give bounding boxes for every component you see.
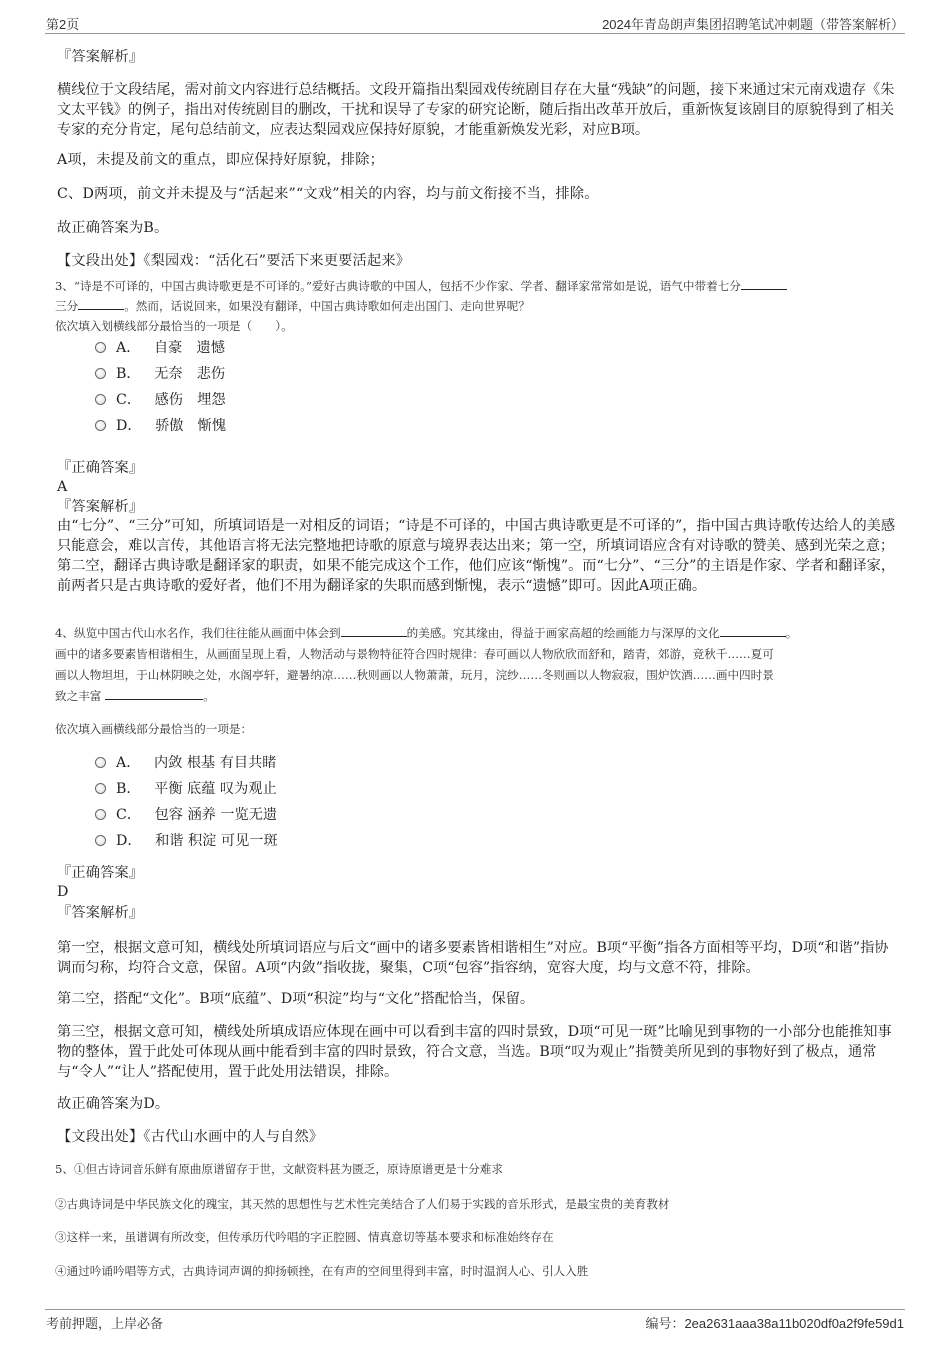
q4-analysis-heading: 『答案解析』: [57, 905, 144, 921]
q3-stem-line2: 三分 。然而，话说回来，如果没有翻译，中国古典诗歌如何走出国门、走向世界呢？: [55, 296, 530, 316]
q2-note-a: A项，未提及前文的重点，即应保持好原貌，排除；: [57, 152, 384, 168]
radio-icon[interactable]: [95, 394, 106, 405]
q4-option-d[interactable]: D． 和谐 积淀 可见一斑: [95, 831, 278, 851]
q4-blank-1: [341, 623, 407, 637]
q3-analysis-heading: 『答案解析』: [57, 499, 144, 515]
document-title: 2024年青岛朗声集团招聘笔试冲刺题（带答案解析）: [602, 17, 904, 32]
q4-blank-2: [720, 623, 786, 637]
radio-icon[interactable]: [95, 809, 106, 820]
q4-stem-line4: 致之丰富 。: [55, 686, 215, 706]
q2-conclusion: 故正确答案为B。: [57, 220, 169, 236]
q3-blank-1: [741, 276, 787, 290]
q2-analysis-heading: 『答案解析』: [57, 49, 144, 65]
q4-answer: D: [57, 884, 69, 900]
q3-stem-line1: 3、“诗是不可译的，中国古典诗歌更是不可译的。”爱好古典诗歌的中国人，包括不少作家、学者、翻译家常常如是说，语气中带着七分: [55, 276, 787, 296]
q3-answer-heading: 『正确答案』: [57, 460, 144, 476]
q4-conclusion: 故正确答案为D。: [57, 1096, 170, 1112]
footer-slogan: 考前押题，上岸必备: [46, 1317, 164, 1332]
document-id: 编号：2ea2631aaa38a11b020df0a2f9fe59d1: [645, 1316, 904, 1331]
q3-analysis-text: 由“七分”、“三分”可知，所填词语是一对相反的词语；“诗是不可译的，中国古典诗歌更是不可译的”，指中国古典诗歌传达给人的美感只能意会，难以言传，其他语言将无法完整地把诗歌的原意与境界表达出来；第一空，所填词语应含有对诗歌的赞美、感到光荣之意；第二空，翻译古典诗歌是翻译家的职责，如果不能完成这个工作，他们应该“惭愧”。而“七分”、“三分”的主语是作家、学者和翻译家，前两者只是古典诗歌的爱好者，他们不用为翻译家的失职而感到惭愧，表示“遗憾”即可。因此A项正确。: [57, 518, 896, 594]
q4-stem-line3: 画以人物坦坦，于山林阴映之处，水阁亭轩，避暑纳凉……秋则画以人物萧萧，玩月，浣纱……冬则画以人物寂寂，围炉饮酒……画中四时景: [55, 668, 774, 682]
radio-icon[interactable]: [95, 835, 106, 846]
radio-icon[interactable]: [95, 757, 106, 768]
q4-blank-3: [105, 686, 203, 700]
q4-option-a[interactable]: A． 内敛 根基 有目共睹: [95, 753, 277, 773]
radio-icon[interactable]: [95, 420, 106, 431]
q5-sentence-1: 5、①但古诗词音乐鲜有原曲原谱留存于世，文献资料甚为匮乏，原诗原谱更是十分难求: [55, 1162, 503, 1176]
q3-option-c[interactable]: C． 感伤 埋怨: [95, 390, 226, 410]
q4-stem-line1: 4、纵览中国古代山水名作，我们往往能从画面中体会到 的美感。究其缘由，得益于画家高超的绘画能力与深厚的文化 。: [55, 623, 797, 643]
q5-sentence-2: ②古典诗词是中华民族文化的瑰宝，其天然的思想性与艺术性完美结合了人们易于实践的音乐形式，是最宝贵的美育教材: [55, 1197, 670, 1211]
q4-option-c[interactable]: C． 包容 涵养 一览无遗: [95, 805, 277, 825]
radio-icon[interactable]: [95, 783, 106, 794]
q4-stem-line2: 画中的诸多要素皆相谐相生，从画面呈现上看，人物活动与景物特征符合四时规律：春可画以人物欣欣而舒和，踏青，郊游，竞秋千……夏可: [55, 647, 774, 661]
q3-instruction: 依次填入划横线部分最恰当的一项是（ ）。: [55, 319, 293, 333]
q2-analysis-text: 横线位于文段结尾，需对前文内容进行总结概括。文段开篇指出梨园戏传统剧目存在大量“残缺”的问题，接下来通过宋元南戏遗存《朱文太平钱》的例子，指出对传统剧目的删改，干扰和误导了专家的研究论断，随后指出改革开放后，重新恢复该剧目的原貌得到了相关专家的充分肯定，尾句总结前文，应表达梨园戏应保持好原貌，才能重新焕发光彩，对应B项。: [57, 82, 895, 138]
page-number: 第2页: [46, 17, 80, 32]
q4-analysis-p3: 第三空，根据文意可知，横线处所填成语应体现在画中可以看到丰富的四时景致，D项“可见一斑”比喻见到事物的一小部分也能推知事物的整体，置于此处可体现从画中能看到丰富的四时景致，符合文意，当选。B项“叹为观止”指赞美所见到的事物好到了极点，通常与“令人”“让人”搭配使用，置于此处用法错误，排除。: [57, 1024, 892, 1080]
q4-analysis-p2: 第二空，搭配“文化”。B项“底蕴”、D项“积淀”均与“文化”搭配恰当，保留。: [57, 991, 535, 1007]
q3-answer: A: [57, 479, 68, 495]
q3-option-a[interactable]: A． 自豪 遗憾: [95, 338, 225, 358]
q4-source: 【文段出处】《古代山水画中的人与自然》: [57, 1129, 324, 1145]
q3-option-b[interactable]: B． 无奈 悲伤: [95, 364, 225, 384]
q2-note-cd: C、D两项，前文并未提及与“活起来”“文戏”相关的内容，均与前文衔接不当，排除。: [57, 186, 599, 202]
q3-option-d[interactable]: D． 骄傲 惭愧: [95, 416, 226, 436]
radio-icon[interactable]: [95, 368, 106, 379]
q4-answer-heading: 『正确答案』: [57, 865, 144, 881]
q5-sentence-3: ③这样一来，虽谱调有所改变，但传承历代吟唱的字正腔圆、情真意切等基本要求和标准始终存在: [55, 1230, 554, 1244]
q4-option-b[interactable]: B． 平衡 底蕴 叹为观止: [95, 779, 277, 799]
q3-blank-2: [78, 296, 124, 310]
header-divider: [45, 33, 905, 34]
q4-analysis-p1: 第一空，根据文意可知，横线处所填词语应与后文“画中的诸多要素皆相谐相生”对应。B项“平衡”指各方面相等平均，D项“和谐”指协调而匀称，均符合文意，保留。A项“内敛”指收拢，聚集，C项“包容”指容纳，宽容大度，均与文意不符，排除。: [57, 940, 889, 976]
footer-divider: [45, 1309, 905, 1310]
q5-sentence-4: ④通过吟诵吟唱等方式，古典诗词声调的抑扬顿挫，在有声的空间里得到丰富，时时温润人心、引人入胜: [55, 1264, 589, 1278]
radio-icon[interactable]: [95, 342, 106, 353]
q4-instruction: 依次填入画横线部分最恰当的一项是：: [55, 722, 253, 736]
q2-source: 【文段出处】《梨园戏：“活化石”要活下来更要活起来》: [57, 253, 411, 269]
